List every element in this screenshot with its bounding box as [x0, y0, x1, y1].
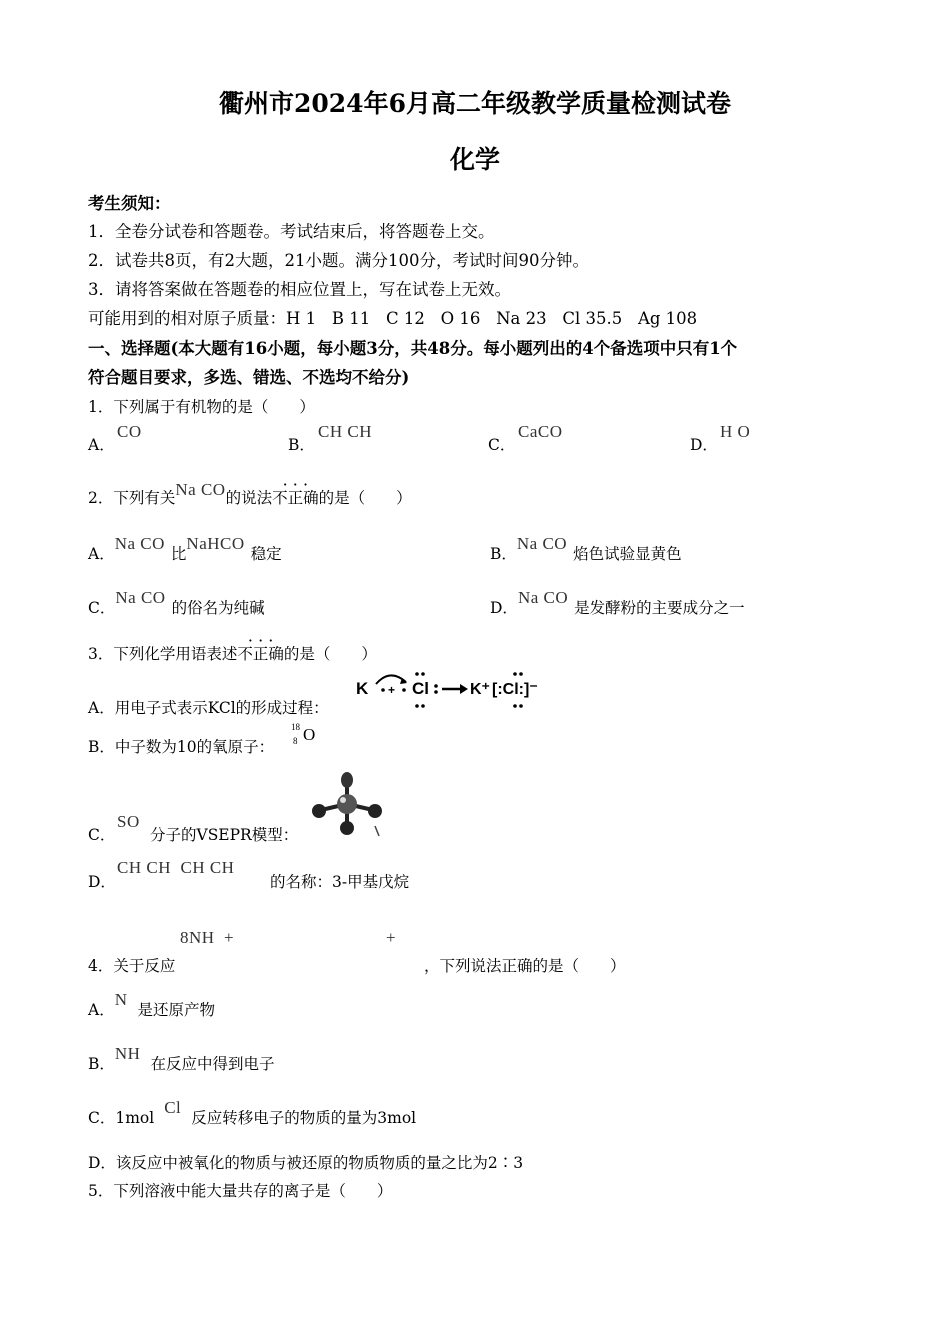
q3-stem-pre: 3．下列化学用语表述: [88, 645, 238, 663]
q2-stem-emphasis: 不正确 · · ·: [272, 489, 319, 507]
isotope-mass-number: 18: [291, 722, 300, 732]
q4-stem-pre: 4．关于反应: [88, 957, 176, 975]
q2-option-c-text: 的俗名为纯碱: [171, 599, 265, 617]
notice-item-2: 2．试卷共8页，有2大题，21小题。满分100分，考试时间90分钟。: [88, 251, 589, 270]
central-atom: [337, 794, 357, 814]
q2-option-a-formula1: Na CO: [114, 534, 165, 553]
q3-option-c-label: C．: [88, 826, 116, 844]
q2-stem-pre: 2．下列有关: [88, 489, 176, 507]
notice-heading: 考生须知：: [88, 194, 171, 213]
q2-stem-formula: Na CO: [175, 480, 226, 499]
q4-option-b: [88, 1044, 275, 1074]
q2-option-d: [490, 588, 745, 618]
q4-reaction-part2: +: [386, 928, 397, 947]
q2-option-a-text2: 稳定: [250, 545, 282, 563]
q2-option-d-formula: Na CO: [517, 588, 569, 607]
q2-option-c-label: C．: [88, 599, 116, 617]
kcl-cl-atom: Cl: [412, 679, 429, 698]
q1-option-a-label: A．: [88, 436, 115, 454]
notice-item-1: 1．全卷分试卷和答题卷。考试结束后，将答题卷上交。: [88, 222, 495, 241]
notice-item-3: 3．请将答案做在答题卷的相应位置上，写在试卷上无效。: [88, 280, 511, 299]
q3-option-d-formula: CH CH CH CH: [117, 858, 235, 877]
q3-option-d-text: 的名称：3-甲基戊烷: [270, 873, 410, 891]
q4-option-a-formula: N: [114, 990, 128, 1009]
q1-option-c-formula: CaCO: [518, 422, 563, 441]
q3-option-a-text: A．用电子式表示KCl的形成过程：: [88, 699, 329, 717]
exam-title: 衢州市2024年6月高二年级教学质量检测试卷: [219, 89, 731, 118]
q1-option-a-formula: CO: [117, 422, 142, 441]
q2-option-b-label: B．: [490, 545, 517, 563]
q4-reaction-part1: 8NH +: [180, 928, 235, 947]
kcl-formation-diagram: [350, 662, 560, 714]
q1-option-b-label: B．: [288, 436, 315, 454]
q1-option-c-label: C．: [488, 436, 516, 454]
q2-option-b: [490, 534, 682, 564]
kcl-transfer-plus: +: [388, 683, 396, 697]
q2-option-a-label: A．: [88, 545, 115, 563]
q2-stem: [88, 480, 412, 508]
q1-option-b-formula: CH CH: [318, 422, 372, 441]
q2-option-b-formula: Na CO: [516, 534, 568, 553]
q4-option-a-text: 是还原产物: [137, 1001, 215, 1019]
q3-stem-post: 的是（ ）: [283, 645, 377, 663]
q5-stem: 5．下列溶液中能大量共存的离子是（ ）: [88, 1182, 393, 1200]
q2-stem-mid: 的说法: [225, 489, 273, 507]
q4-stem-post: ，下列说法正确的是（ ）: [424, 957, 626, 975]
q2-option-a-text1: 比: [170, 545, 187, 563]
atomic-masses: 可能用到的相对原子质量：H 1 B 11 C 12 O 16 Na 23 Cl 35.5 Ag 108: [88, 309, 698, 328]
q3-option-c-text: 分子的VSEPR模型：: [150, 826, 299, 844]
lone-pair-lobe: [341, 772, 353, 788]
q4-option-b-label: B．: [88, 1055, 115, 1073]
kcl-product-cl: [:Cl:]⁻: [492, 681, 538, 698]
section1-heading-line2: 符合题目要求，多选、错选、不选均不给分): [88, 368, 410, 387]
q1-stem: 1．下列属于有机物的是（ ）: [88, 398, 315, 416]
isotope-symbol: O: [303, 725, 316, 744]
kcl-k-atom: K: [356, 679, 369, 698]
q2-option-d-text: 是发酵粉的主要成分之一: [574, 599, 745, 617]
q4-option-a: [88, 990, 215, 1020]
q4-option-b-text: 在反应中得到电子: [150, 1055, 275, 1073]
q4-option-c-formula: Cl: [164, 1098, 182, 1117]
q2-option-c: [88, 588, 265, 618]
q1-option-d-formula: H O: [720, 422, 751, 441]
q3-stem: [88, 642, 377, 664]
q4-option-a-label: A．: [88, 1001, 115, 1019]
q4-option-c-text: 反应转移电子的物质的量为3mol: [191, 1109, 417, 1127]
q3-stem-emphasis: 不正确 · · ·: [237, 645, 284, 663]
q2-option-d-label: D．: [490, 599, 518, 617]
isotope-atomic-number: 8: [293, 736, 298, 746]
q2-option-b-text: 焰色试验显黄色: [573, 545, 682, 563]
q4-option-c-label: C．1mol: [88, 1109, 155, 1127]
q4-option-b-formula: NH: [114, 1044, 141, 1063]
ligand-atom-left: [312, 804, 326, 818]
section1-heading-line1: 一、选择题(本大题有16小题，每小题3分，共48分。每小题列出的4个备选项中只有1个: [88, 339, 738, 358]
q3-option-c-formula: SO: [117, 812, 140, 831]
subject-title: 化学: [449, 145, 500, 174]
so3-vsepr-model: [303, 770, 389, 840]
ligand-atom-right: [368, 804, 382, 818]
q3-option-d-label: D．: [88, 873, 116, 891]
q4-option-d-text: D．该反应中被氧化的物质与被还原的物质物质的量之比为2∶3: [88, 1154, 524, 1172]
q1-option-d-label: D．: [690, 436, 718, 454]
q2-option-c-formula: Na CO: [115, 588, 166, 607]
q2-stem-post: 的是（ ）: [318, 489, 412, 507]
q2-option-a-formula2: NaHCO: [186, 534, 245, 553]
q4-option-c: [88, 1098, 417, 1128]
q2-option-a: [88, 534, 282, 564]
q3-option-b-text: B．中子数为10的氧原子：: [88, 738, 275, 756]
kcl-product-k: K⁺: [470, 681, 490, 698]
ligand-atom-bottom: [340, 821, 354, 835]
